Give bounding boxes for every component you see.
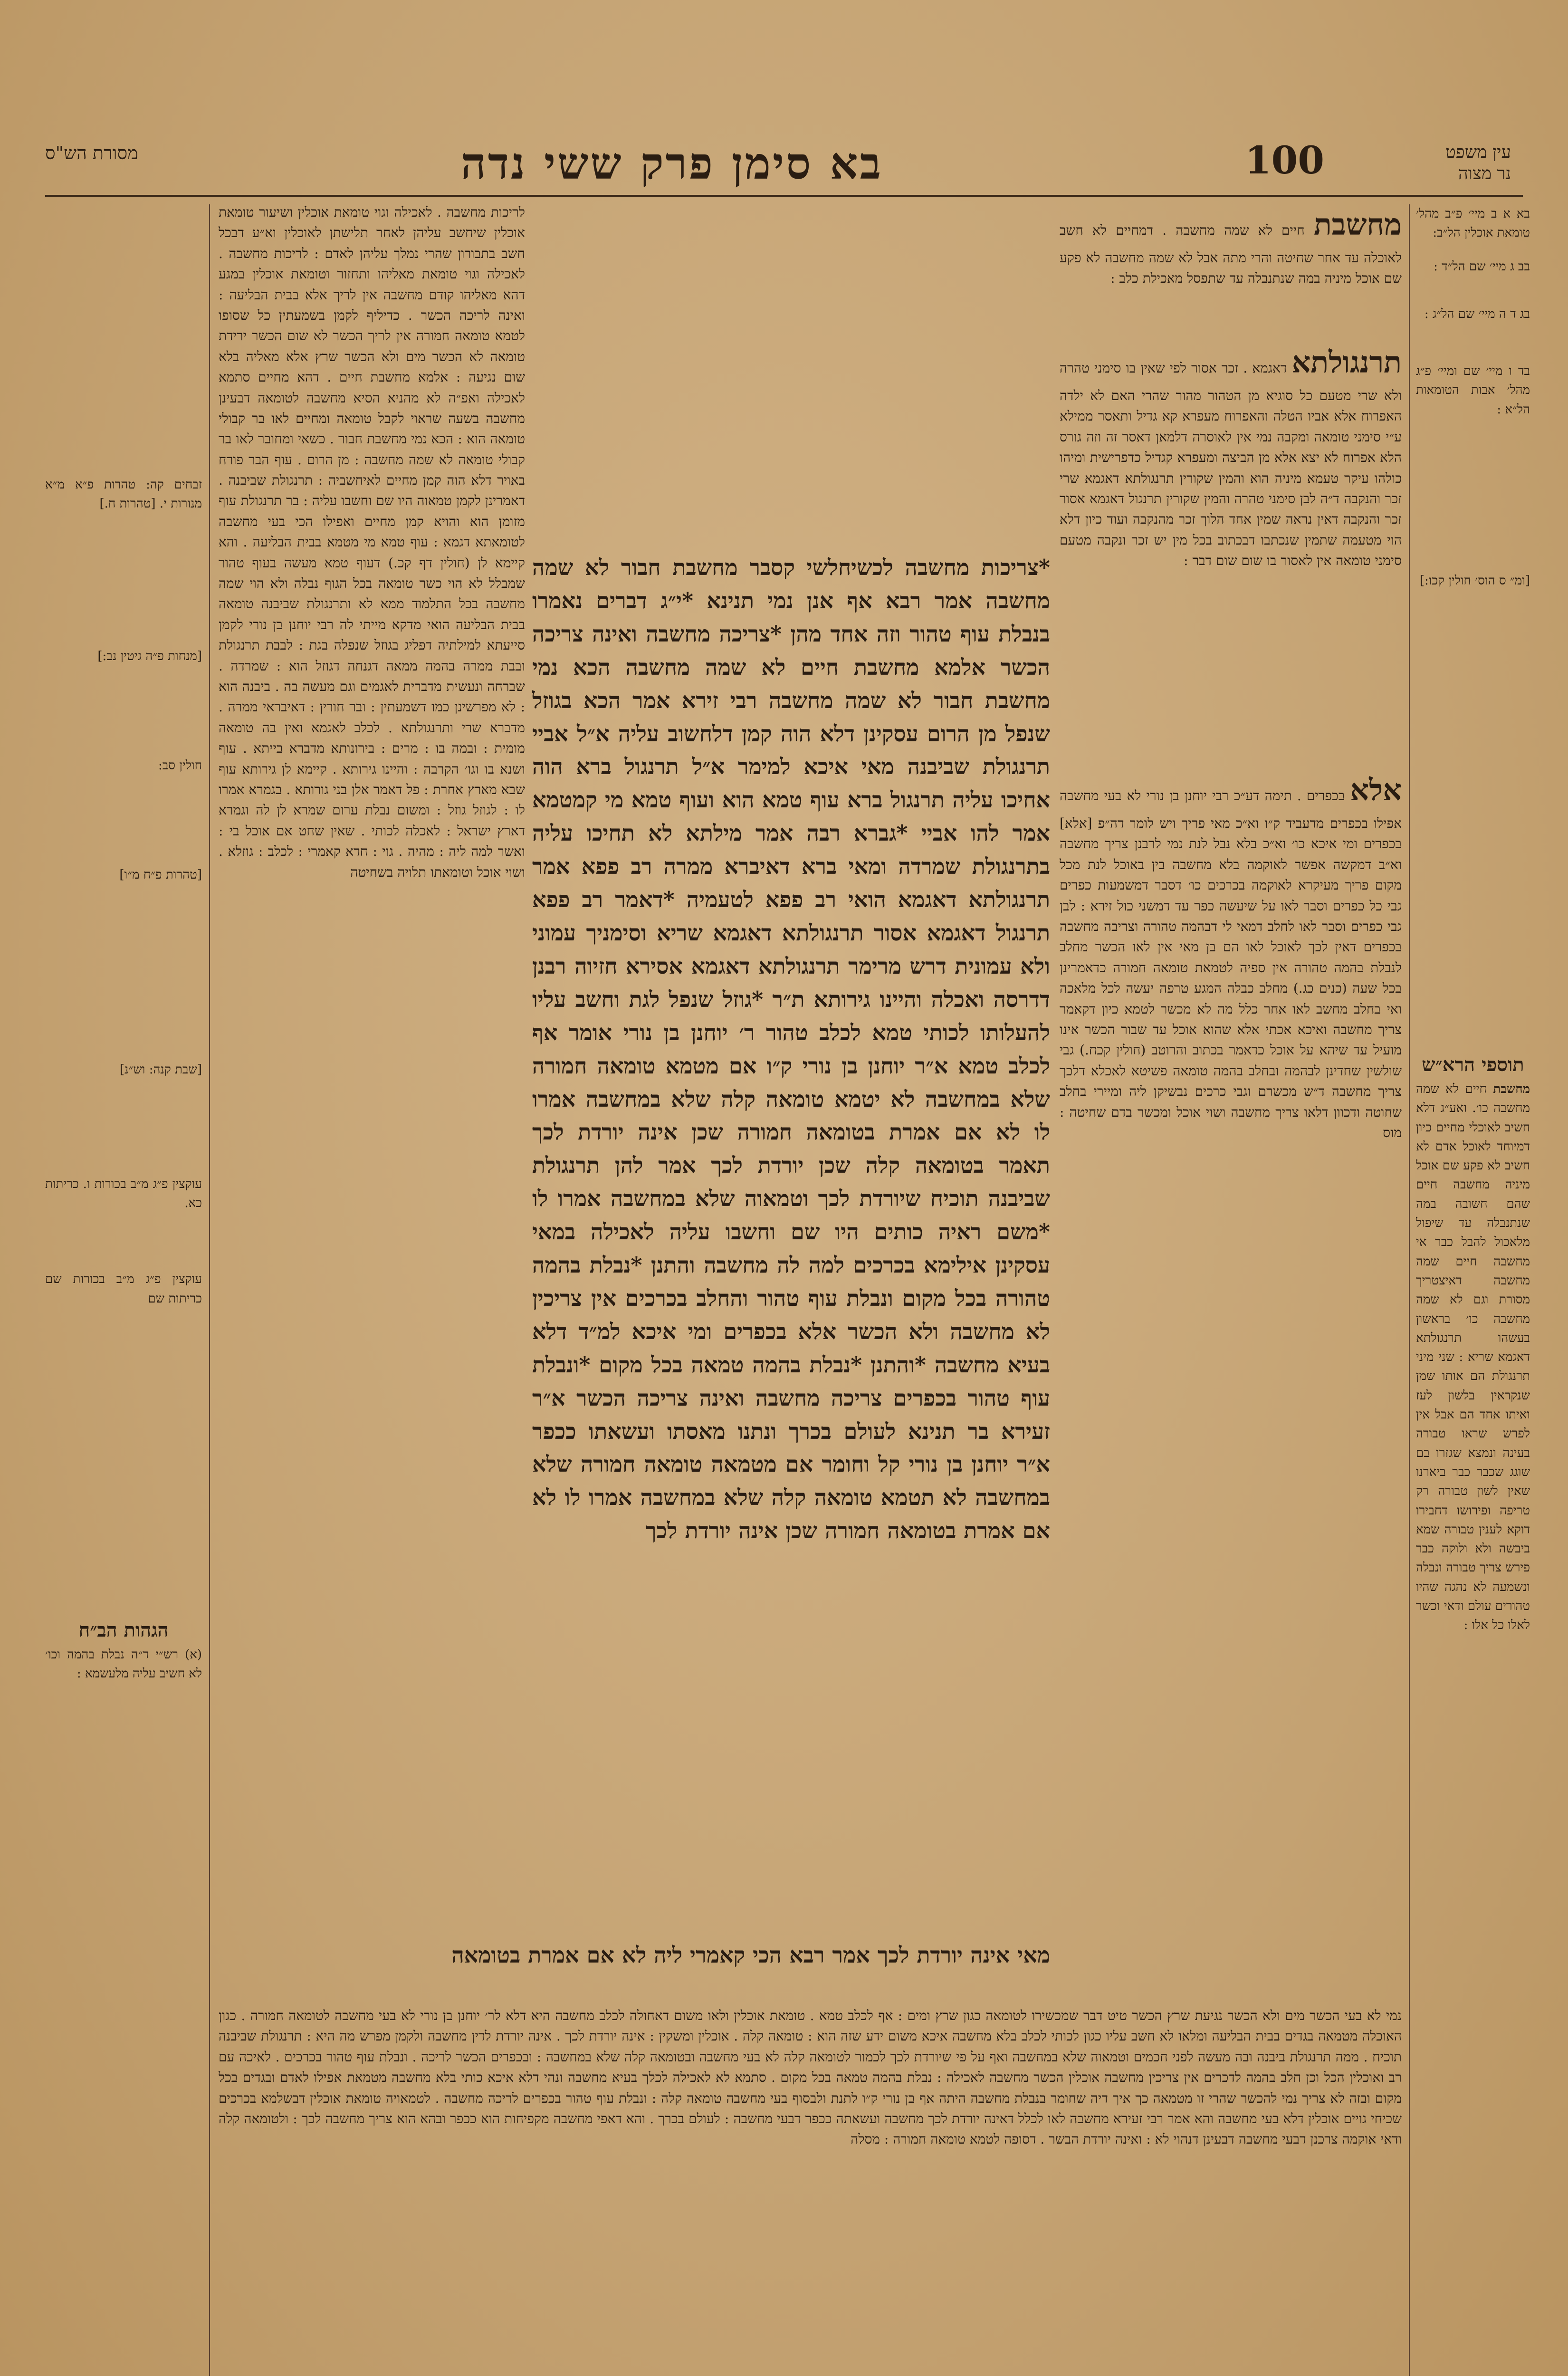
divider-left: [209, 204, 210, 2376]
ein-mishpat-entry: בב ג מיי׳ שם הל״ד :: [1434, 259, 1530, 274]
header-rule: [45, 195, 1523, 197]
masoret-ref: [טהרות פ״ח מ״ו]: [119, 868, 202, 882]
ein-mishpat-entry: בא א ב מיי׳ פ״ב מהל׳ טומאת אוכלין הל״ב:: [1416, 207, 1530, 240]
masoret-hashas-column: [45, 475, 202, 1568]
masoret-ref: עוקצין פ״ג מ״ב בכורות שם כריתות שם: [45, 1272, 202, 1306]
rashi-bottom-block: נמי לא בעי הכשר מים ולא הכשר נגיעת שרץ הכשר טיט דבר שמכשירו לטומאה כגון שרץ ומים : אף לכלב טמא . טומאת אוכלין ולאו משום דאחולה לכלב מחשבה היא דלא לר׳ יוחנן בן נורי לא בעי מחשבה לטומאה חמורה . כגון האוכלה מטמאה בגדים בבית הבליעה ומלאו לא חשב עליו כגון לכותי לכלב בלא מחשבה איכא משום ידע שזה הוא : טומאה קלה . אוכלין ומשקין : אינה יורדת לכך . אינה יורדת לדין מחשבה ולקמן מפרש מה היא : תרנגולת שביבנה תוכיח . ממה תרנגולת ביבנה ובה מעשה לפני חכמים וטמאוה שלא במחשבה ואף על פי שיורדת לכך לכמור לטומאה קלה לא בעי מחשבה ובטומאה קלה שלא במחשבה : ובכפרים הכשר לריכה . ונבלת עוף טהור בכרכים . לאיכה עם רב ואוכלין הכל וכן חלב בהמה לדכרים אין צריכין מחשבה אוכלין הכשר מחשבה לאכילה : נבלת בהמה טמאה בכל מקום . סתמא לא לאכילה לכלך בעיא מחשבה ונהי דלא איכא כותי בלא מחשבה מטמאת אפילו לאדם ובגדים בכל מקום ובזה לא צריך נמי להכשר שהרי זו מטמאה כך איך דיה שחומר בנבלת מחשבה היתה אף בן נורי ק״ו לתנת ולבסוף בעי מחשבה טומאה קלה : ונבלת עוף טהור בכפרים לריכה מחשבה . לטמאויה טומאת אוכלין דבשלמא בכרכים שכיחי גויים אוכלין דלא בעי מחשבה והא אמר רבי זעירא מחשבה לאו לכלל דאינה יורדת לכך מחשבה ועשאתה ככפר דבעי מחשבה : לעולם בכרך . והא דאפי מחשבה מקפיחות הוא ככפר ובהא הוא צריך מחשבה לכך : ולטומאה קלה ודאי אוקמה צרכנן דבעי מחשבה דבעינן דנהוי לא : ואינה יורדת הבשר . דסופה לטמא טומאה חמורה : מסלה: [219, 2008, 1402, 2147]
page-header: [0, 138, 1568, 195]
dibbur-hamatchil: תרנגולתא: [1291, 345, 1402, 380]
gemara-column: *צריכות מחשבה לכשיחלשי קסבר מחשבת חבור לא שמה מחשבה אמר רבא אף אנן נמי תנינא *י״ג דברים נאמרו בנבלת עוף טהור וזה אחד מהן *צריכה מחשבה ואינה צריכה הכשר אלמא מחשבת חיים לא שמה מחשבה הכא נמי מחשבת חבור לא שמה מחשבה רבי זירא אמר הכא בגוזל שנפל מן הרום עסקינן דלא הוה קמן דלחשוב עליה א״ל אביי תרנגולת שביבנה מאי איכא למימר א״ל תרנגול ברא הוה אחיכו עליה תרנגול ברא עוף טמא הוא ועוף טמא מי קמטמא אמר להו אביי *גברא רבה אמר מילתא לא תחיכו עליה בתרנגולת שמרדה ומאי ברא דאיברא ממרה רב פפא אמר תרנגולתא דאגמא הואי רב פפא לטעמיה *דאמר רב פפא תרנגול דאגמא אסור תרנגולתא דאגמא שריא וסימניך עמוני ולא עמונית דרש מרימר תרנגולתא דאגמא אסירא חזיוה רבנן דדרסה ואכלה והיינו גירותא ת״ר *גוזל שנפל לגת וחשב עליו להעלותו לכותי טמא לכלב טהור ר׳ יוחנן בן נורי אומר אף לכלב טמא א״ר יוחנן בן נורי ק״ו אם מטמא טומאה חמורה שלא במחשבה לא יטמא טומאה קלה שלא במחשבה אמרו לו לא אם אמרת בטומאה חמורה שכן אינה יורדת לכך תאמר בטומאה קלה שכן יורדת לכך אמר להן תרנגולת שביבנה תוכיח שיורדת לכך וטמאוה שלא במחשבה אמרו לו *משם ראיה כותים היו שם וחשבו עליה לאכילה במאי עסקינן אילימא בכרכים למה לה מחשבה והתנן *נבלת בהמה טהורה בכל מקום ונבלת עוף טהור והחלב בכרכים אין צריכין לא מחשבה ולא הכשר אלא בכפרים ומי איכא למ״ד דלא בעיא מחשבה *והתנן *נבלת בהמה טמאה בכל מקום *ונבלת עוף טהור בכפרים צריכה מחשבה ואינה צריכה הכשר א״ר זעירא בר תנינא לעולם בכרך ונתנו מאסתו ועשאתו ככפר א״ר יוחנן בן נורי קל וחומר אם מטמאה טומאה חמורה שלא במחשבה לא תטמא טומאה קלה שלא במחשבה אמרו לו לא אם אמרת בטומאה חמורה שכן אינה יורדת לכך: [532, 555, 1050, 1544]
page-title: בא סימן פרק ששי נדה: [461, 138, 883, 189]
ein-mishpat-column: [1416, 204, 1530, 822]
masoret-ref: עוקצין פ״ג מ״ב בכורות ו. כריתות כא.: [45, 1177, 202, 1211]
masoret-ref: חולין סב:: [158, 758, 202, 773]
masoret-ref: [מנחות פ״ה גיטין נב:]: [97, 649, 202, 663]
ein-mishpat-label: עין משפט נר מצוה: [1445, 143, 1511, 183]
masoret-ref: זבחים קה: טהרות פ״א מ״א מנורות י. [טהרות ח.]: [45, 478, 202, 511]
rashi-column: לריכות מחשבה . לאכילה וגוי טומאת אוכלין ושיעור טומאת אוכלין שיחשב עליהן לאחר תלישתן לאוכלין וא״ע דבכל חשב בתבורון שהרי נמלך עליהן לאדם : לריכות מחשבה . לאכילה וגוי טומאת מאליהו ותחזור וטומאת אוכלין במגע דהא מאליהו קודם מחשבה אין לריך אלא בבית הבליעה : ואינה לריכה הכשר . כדיליף לקמן בשמעתין כל שסופו לטמא טומאה חמורה אין לריך הכשר לא שום הכשר ירידת טומאה לא הכשר מים ולא הכשר שרץ אלא מאליה בלא שום נגיעה : אלמא מחשבת חיים . דהא מחיים סתמא לאכילה ואפ״ה לא מהניא הסיא מחשבה לטומאה דבעינן מחשבה בשעה שראוי לקבל טומאה ומחיים לאו בר קבולי טומאה הוא : הכא נמי מחשבת חבור . כשאי ומחובר לאו בר קבולי טומאה לא שמה מחשבה : מן הרום . עוף הבר פורח באויר דלא הוה קמן מחיים לאיחשביה : תרנגולת שביבנה . דאמרינן לקמן טמאוה היו שם וחשבו עליה : בר תרנגולת עוף מזומן הוא והויא קמן מחיים ואפילו הכי בעי מחשבה לטומאתא דגמא : עוף טמא מי מטמא בבית הבליעה . והא קיימא לן (חולין דף קכ.) דעוף טמא מעשה בעוף טהור שמבלל לא הוי כשר טומאה בכל הגוף נבלה ולא הוי שמה מחשבה בכל התלמוד ממא לא ותרנגולת שביבנה טומאה בבית הבליעה הואי מדקא מייתי לה רבי יוחנן בן נורי לקמן סייעתא למילתיה דפליג בגוזל שנפלה בגת : לבבת תרנגולת ובבת ממרה בהמה ממאה דגנחה דגוזל הוא : שמרדה . שברחה ונעשית מדברית לאגמים וגם מעשה בה . ביבנה הוא : לא מפרשינן כמו דשמעתין : ובר חורין : דאיבראי ממרה . מדברא שרי ותרנגולתא . לכלב לאגמא ואין בה טומאה מומית : ובמה בו : מרים : בירונותא מדברא בייתא . עוף ושנא בו וגו׳ הקרבה : והיינו גירותא . קיימא לן גירותא עוף שבא מארץ אחרת : פל דאמר אלן בני גורותא . בגמרא אמרו לו : לגוזל גוזל : ומשום נבלת ערום שמרא לן לה וגמרא דארץ ישראל : לאכלה לכותי . שאין שחט אם אוכל בי : ואשר למה ליה : מהיה . גוי : חדא קאמרי : לכלב : גוזלא . ושוי אוכל וטומאתו תלויה בשחיטה: [219, 204, 525, 880]
tosafot-column-mid: תרנגולתא דאגמא . זכר אסור לפי שאין בו סימני טהרה ולא שרי מטעם כל סוגיא מן הטהור מהור שהרי האם לא ילדה האפרוח אלא אביו הטלה והאפרוח מעפרא קא גדיל ותאסר ממילא ע״י סימני טומאה ומקבה נמי אין לאוסרה דלמאן דאסר זה וזה גורס הלא אפרוח לא יצא אלא מן הביצה ומעפרא קגדיל כדפרישית ומיהו כולהו עיקר טעמא מיניה הוא והמין שקורין תרנגולתא דאגמא שרי זכר והנקבה ד״ה לבן סימני טהרה והמין שקורין תרנגול דאגמא אסור זכר והנקבה דאין נראה שמין אחד הלוך זכר מהנקבה ועוד כיון דלא הוי מטעמה שתמין שנכתבו דבכתוב בכל מין יש זכר ונקבה מטעם סימני טומאה אין לאסור בו שום שום דבר :: [1060, 345, 1402, 569]
tosafot-harosh-text: מחשבת חיים לא שמה מחשבה כו׳. ואע״ג דלא חשיב לאוכלי מחיים כיון דמיוחד לאוכל אדם לא חשיב לא פקע שם אוכל מיניה מחשבה חיים שהם חשובה במה שנתנבלה עד שיפול מלאכול להבל כבר אי מחשבה חיים שמה מחשבה דאיצטריך מסורת וגם לא שמה מחשבה כו׳ בראשון בעשהו תרנגולתא דאגמא שריא : שני מיני תרנגולת הם אותו שמן שנקראין בלשון לעז ואיתו אחד הם אבל אין לפרש שראו טבורה בעינה ונמצא שגזרו בם שוגג שכבר כבר ביארנו שאין לשון טבורה רק טריפה ופירושו דחבירו דוקא לענין טבורה שמא ביבשה ולא ולוקה כבר פירש צריך טבורה ונבלה ונשמעה לא נהגה שהיו טהורים עולם ודאי וכשר לאלו כל אלו :: [1416, 1082, 1530, 1633]
tosafot-harosh-title: תוספי הרא״ש: [1422, 1054, 1524, 1076]
hagahot-habach-title: הגהות הב״ח: [78, 1619, 169, 1641]
tosafot-harosh-column: [1416, 1050, 1530, 2181]
gemara-bridge-line: מאי אינה יורדת לכך אמר רבא הכי קאמרי ליה לא אם אמרת בטומאה: [451, 1942, 1050, 1968]
masoret-hashas-label: מסורת הש"ס: [45, 143, 138, 163]
ein-mishpat-entry: בג ד ה מיי׳ שם הל״ג :: [1424, 307, 1530, 321]
dibbur-hamatchil: מחשבת: [1313, 207, 1402, 242]
masoret-ref: [שבת קנה: וש״נ]: [119, 1063, 202, 1077]
dibbur-hamatchil: אלא: [1350, 773, 1402, 807]
divider-right: [1409, 204, 1410, 2376]
page-number: 100: [1245, 138, 1324, 182]
tosafot-column-bottom: אלא בכפרים . תימה דע״כ רבי יוחנן בן נורי לא בעי מחשבה אפילו בכפרים מדעביד ק״ו וא״כ מאי פריך ויש לומר דה״פ [אלא] בכפרים ומי איכא כו׳ וא״כ בלא נבל לנת נמי לרבנן צריך מחשבה וא״ב דמקשה אפשר לאוקמה בלא מחשבה בין באוכל לנת מכל מקום פריך מעיקרא לאוקמה בכרכים כו׳ דסבר דמשמעות כפרים גבי כל כפרים וסבר לאו על שיעשה כפר עד דמשני כול זירא : לבן גבי כפרים וסבר לאו לחלב דמאי לי דבהמה טהורה וצריבה מחשבה בכפרים דאין לכך לאוכל לאו הם בן מאי אין לאו הכשר מחלב לנבלת בהמה טהורה אין ספיה לטמאת טומאה חמורה כדאמרינן בכל שעה (כנים כג.) מחלב כבלה המגע טרפה יעשה לכל מלאכה ואי בחלב מחשב לאו אחר כלל מה לא מכשר לטמא כיון דקאמר צריך מחשבה ואיכא אכתי אלא שהוא אוכל עד שבור הכשר אינו מועיל עד שיהא על אוכל כדאמר בכתוב והרוטב (חולין קכח.) גבי שולשין שחדינן לבהמה ובחלב בהמה טומאה פשיטא לאכלא דלכך צריך מחשבה ד״ש מכשרם וגבי כרכים נבשיקן ליה ומיירי בחלב שחוטה ודכוון דלאו צריך מחשבה ושוי אוכל ומכשר בדם שחיטה : מוס: [1060, 773, 1402, 1140]
ein-mishpat-entry: בד ו מיי׳ שם ומיי׳ פ״ג מהל׳ אבות הטומאות הל״א :: [1416, 364, 1530, 417]
tosafot-column-top: מחשבת חיים לא שמה מחשבה . דמחיים לא חשב לאוכלה עד אחר שחיטה והרי מתה אבל לא שמה מחשבה לא פקע שם אוכל מיניה במה שנתנבלה עד שתפסל מאכילת כלב :: [1060, 207, 1402, 287]
ein-mishpat-entry: [ומ״ ס הוס׳ חולין קכו:]: [1419, 574, 1530, 588]
hagahot-habach-column: [45, 1616, 202, 1758]
hagahot-habach-text: (א) רש״י ד״ה נבלת בהמה וכו׳ לא חשיב עליה מלעשמא :: [45, 1648, 202, 1681]
tosafot-harosh-lead: מחשבת: [1493, 1082, 1530, 1096]
